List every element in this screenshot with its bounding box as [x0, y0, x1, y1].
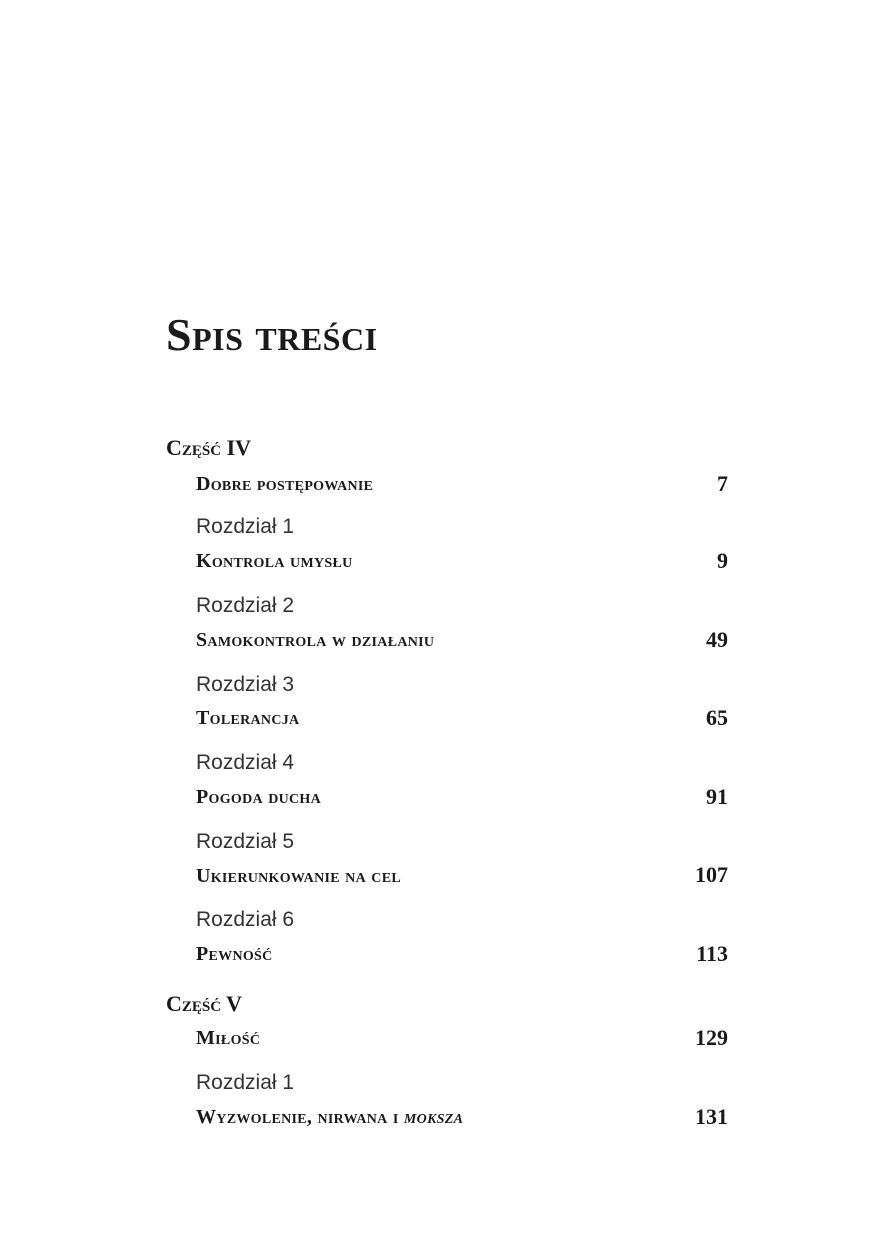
toc-page-number: 107	[695, 862, 728, 887]
toc-entry-title: Samokontrola w działaniu	[196, 629, 435, 651]
toc-entry-title: Ukierunkowanie na cel	[196, 865, 401, 887]
chapter-label: Rozdział 1	[196, 1071, 295, 1094]
chapter-label: Rozdział 3	[196, 673, 295, 696]
toc-entry-title-prefix: Wyzwolenie, nirwana i	[196, 1106, 404, 1128]
toc-entry-title: Pogoda ducha	[196, 786, 322, 808]
toc-page-number: 129	[695, 1025, 728, 1050]
toc-page-number: 9	[717, 548, 728, 573]
toc-entry-title: Pewność	[196, 943, 273, 965]
toc-entry-title: Kontrola umysłu	[196, 550, 353, 572]
toc-page-number: 49	[706, 627, 728, 652]
chapter-label: Rozdział 1	[196, 515, 295, 538]
toc-page-number: 113	[696, 941, 728, 966]
chapter-label: Rozdział 5	[196, 830, 295, 853]
toc-page-number: 131	[695, 1104, 728, 1129]
page-title: Spis treści	[166, 309, 378, 360]
chapter-label: Rozdział 4	[196, 751, 295, 774]
chapter-label: Rozdział 2	[196, 594, 295, 617]
part-heading-4: Część IV	[166, 435, 252, 460]
toc-page-number: 7	[717, 471, 728, 496]
toc-entry-title: Dobre postępowanie	[196, 473, 374, 495]
toc-page-number: 65	[706, 705, 728, 730]
toc-page-number: 91	[706, 784, 728, 809]
part-heading-5: Część V	[166, 991, 243, 1016]
toc-entry-title	[196, 1107, 463, 1127]
toc-entry-title: Miłość	[196, 1027, 261, 1049]
toc-entry-title-italic: moksza	[403, 1106, 464, 1128]
chapter-label: Rozdział 6	[196, 908, 295, 931]
toc-entry-title: Tolerancja	[196, 707, 300, 729]
